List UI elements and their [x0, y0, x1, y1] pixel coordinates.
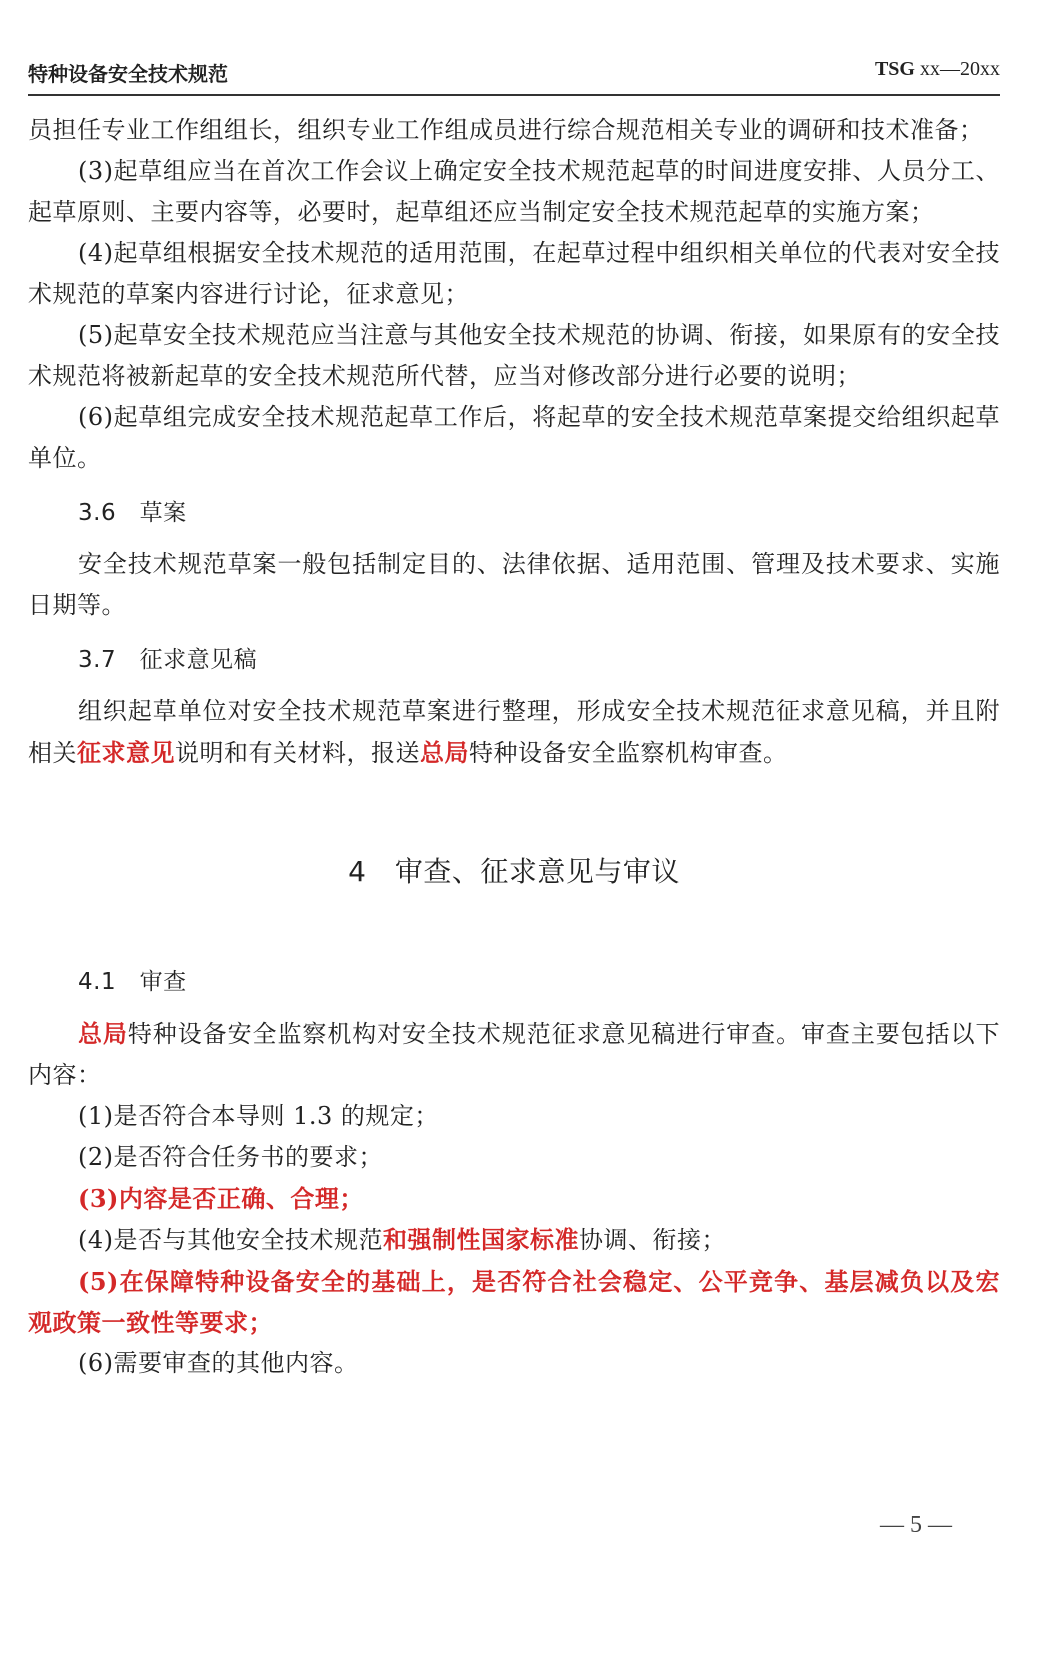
- header-code-number: xx—20xx: [915, 58, 1000, 80]
- text-run: 协调、衔接；: [579, 1226, 726, 1254]
- highlight-text: 征求意见: [77, 738, 175, 767]
- page-header: [28, 52, 1000, 96]
- section-3-6-text: 安全技术规范草案一般包括制定目的、法律依据、适用范围、管理及技术要求、实施日期等。: [28, 550, 1000, 619]
- highlight-text: 总局: [420, 738, 469, 767]
- chapter-4-heading: 4 审查、征求意见与审议: [348, 855, 680, 888]
- section-4-1-heading: 4.1 审查: [78, 969, 187, 995]
- section-4-1-text: [28, 1013, 1000, 1096]
- text-run: 说明和有关材料，报送: [175, 739, 420, 767]
- review-item-3: (3)内容是否正确、合理；: [78, 1184, 364, 1213]
- item-6: (6)起草组完成安全技术规范起草工作后，将起草的安全技术规范草案提交给组织起草单位。: [28, 403, 1000, 472]
- text-run: (4)是否与其他安全技术规范: [78, 1226, 383, 1254]
- section-3-7-heading: 3.7 征求意见稿: [78, 647, 258, 673]
- review-item-5: (5)在保障特种设备安全的基础上，是否符合社会稳定、公平竞争、基层减负以及宏观政策一致性等要求；: [28, 1267, 1000, 1337]
- text-run: 特种设备安全监察机构审查。: [469, 739, 788, 767]
- review-item-1: (1)是否符合本导则 1.3 的规定；: [78, 1102, 439, 1130]
- section-3-7-text: [28, 691, 1000, 774]
- highlight-text: 和强制性国家标准: [383, 1225, 579, 1254]
- page-number: — 5 —: [880, 1512, 952, 1538]
- header-title: 特种设备安全技术规范: [28, 62, 228, 86]
- review-item-6: (6)需要审查的其他内容。: [78, 1349, 359, 1377]
- item-4: (4)起草组根据安全技术规范的适用范围，在起草过程中组织相关单位的代表对安全技术规范的草案内容进行讨论，征求意见；: [28, 239, 1000, 308]
- item-5: (5)起草安全技术规范应当注意与其他安全技术规范的协调、衔接，如果原有的安全技术规范将被新起草的安全技术规范所代替，应当对修改部分进行必要的说明；: [28, 321, 1000, 390]
- document-body: [28, 110, 1000, 1384]
- text-run: 特种设备安全监察机构对安全技术规范征求意见稿进行审查。审查主要包括以下内容：: [28, 1020, 1001, 1089]
- highlight-text: 总局: [78, 1019, 128, 1048]
- item-3: (3)起草组应当在首次工作会议上确定安全技术规范起草的时间进度安排、人员分工、起草原则、主要内容等，必要时，起草组还应当制定安全技术规范起草的实施方案；: [28, 157, 1000, 226]
- paragraph-continued: 员担任专业工作组组长，组织专业工作组成员进行综合规范相关专业的调研和技术准备；: [28, 116, 984, 144]
- header-code: [875, 58, 1000, 81]
- section-3-6-heading: 3.6 草案: [78, 500, 187, 526]
- text-run: 组织起草单位对安全技术规范草案进行整理，形成安全技术规范征求意见稿，并且附相关: [28, 697, 1000, 767]
- review-item-2: (2)是否符合任务书的要求；: [78, 1143, 383, 1171]
- review-item-4: [28, 1219, 1000, 1261]
- header-code-prefix: TSG: [874, 58, 915, 80]
